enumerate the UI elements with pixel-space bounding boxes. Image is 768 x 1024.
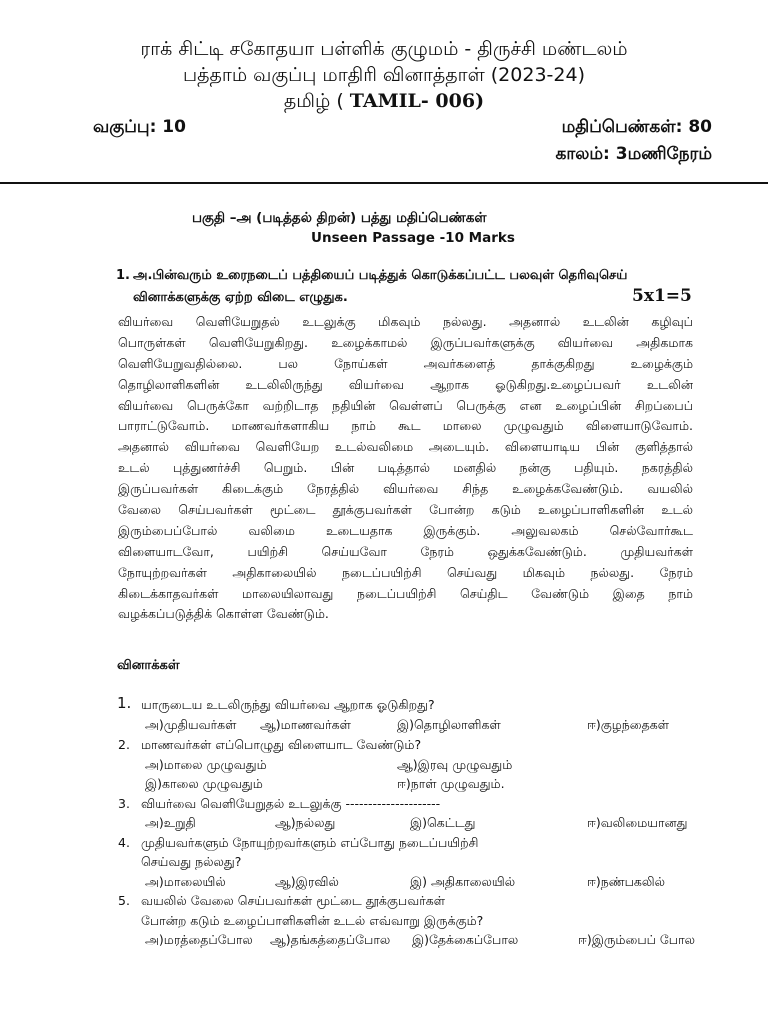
option-b: ஆ)மாணவர்கள்: [260, 717, 351, 732]
option-c: இ)காலை முழுவதும்: [145, 776, 263, 791]
question-text: வயலில் வேலை செய்பவர்கள் மூட்டை தூக்குபவர்கள்: [141, 893, 446, 908]
subject-title: [0, 90, 768, 115]
option-d: ஈ)நண்பகலில்: [587, 874, 666, 889]
school-group-title: ராக் சிட்டி சகோதயா பள்ளிக் குழுமம் - திருச்சி மண்டலம்: [140, 38, 628, 60]
option-b: ஆ)இரவு முழுவதும்: [397, 757, 513, 772]
question-text-cont: செய்வது நல்லது?: [141, 854, 242, 869]
option-a: அ)மாலையில்: [145, 874, 226, 889]
question-number: 4.: [118, 835, 130, 850]
passage-line: பாராட்டுவோம். மாணவர்களாகிய நாம் கூட மாலை முழுவதும் விளையாடுவோம்.: [118, 418, 693, 434]
header-divider: [0, 182, 768, 184]
option-b: ஆ)இரவில்: [275, 874, 339, 889]
question-number: 3.: [118, 796, 130, 811]
instruction-line-2: வினாக்களுக்கு ஏற்ற விடை எழுதுக.: [133, 290, 348, 305]
passage-line: உடல் புத்துணர்ச்சி பெறும். பின் படித்தால் மனதில் நன்கு பதியும். நகரத்தில்: [118, 460, 693, 476]
passage-line: கிடைக்காதவர்கள் மாலையிலாவது நடைப்பயிற்சி செய்திட வேண்டும் இதை நாம்: [118, 585, 693, 601]
subject-tamil: தமிழ் (: [283, 90, 350, 112]
option-c: இ)தேக்கைப்போல: [412, 932, 519, 947]
passage-line: விளையாடவோ, பயிற்சி செய்யவோ நேரம் ஒதுக்கவேண்டும். முதியவர்கள்: [118, 543, 693, 559]
option-d: ஈ)நாள் முழுவதும்.: [397, 776, 505, 791]
reading-passage: [118, 312, 693, 625]
question-text: மாணவர்கள் எப்பொழுது விளையாட வேண்டும்?: [141, 737, 422, 752]
section-subtitle: Unseen Passage -10 Marks: [311, 230, 515, 246]
passage-line: வியர்வை வெளியேறுதல் உடலுக்கு மிகவும் நல்லது. அதனால் உடலின் கழிவுப்: [118, 314, 693, 329]
option-a: அ)முதியவர்கள்: [145, 717, 237, 732]
passage-line: அதனால் வியர்வை வெளியேற உடல்வலிமை அடையும். விளையாடிய பின் குளித்தால்: [118, 439, 693, 455]
passage-line: இருப்பவர்கள் கிடைக்கும் நேரத்தில் வியர்வை சிந்த உழைக்கவேண்டும். வயலில்: [118, 481, 693, 497]
section-title: பகுதி –அ (படித்தல் திறன்) பத்து மதிப்பெண்கள்: [192, 210, 487, 226]
class-label: வகுப்பு: 10: [93, 117, 186, 137]
passage-line: வெளியேறுவதில்லை. பல நோய்கள் அவர்களைத் தாக்குகிறது உழைக்கும்: [118, 355, 693, 371]
option-a: அ)மாலை முழுவதும்: [145, 757, 267, 772]
questions-heading: வினாக்கள்: [117, 658, 180, 673]
question-number: 2.: [118, 737, 130, 752]
question-text: முதியவர்களும் நோயுற்றவர்களும் எப்போது நடைப்பயிற்சி: [141, 835, 479, 850]
option-c: இ)கெட்டது: [410, 815, 476, 830]
option-c: இ)தொழிலாளிகள்: [397, 717, 501, 732]
question-text: யாருடைய உடலிருந்து வியர்வை ஆறாக ஓடுகிறது?: [141, 697, 435, 712]
question-text-cont: போன்ற கடும் உழைப்பாளிகளின் உடல் எவ்வாறு இருக்கும்?: [141, 913, 484, 928]
question-number: 1.: [117, 694, 132, 712]
passage-line: வியர்வை பெருக்கோ வற்றிடாத நதியின் வெள்ளப் பெருக்கு என உழைப்பின் சிறப்பைப்: [118, 397, 693, 413]
passage-line: தொழிலாளிகளின் உடலிலிருந்து வியர்வை ஆறாக ஓடுகிறது.உழைப்பவர் உடலின்: [118, 376, 693, 392]
option-a: அ)உறுதி: [145, 815, 196, 830]
subject-code: TAMIL- 006): [349, 90, 485, 112]
passage-line: வழக்கப்படுத்திக் கொள்ள வேண்டும்.: [118, 606, 329, 622]
time-label: காலம்: 3மணிநேரம்: [555, 144, 712, 164]
option-a: அ)மரத்தைப்போல: [145, 932, 253, 947]
instruction-marks: 5x1=5: [632, 286, 692, 306]
option-d: ஈ)வலிமையானது: [587, 815, 688, 830]
passage-line: நோயுற்றவர்கள் அதிகாலையில் நடைப்பயிற்சி செய்வது மிகவும் நல்லது. நேரம்: [118, 564, 693, 580]
passage-line: வேலை செய்பவர்கள் மூட்டை தூக்குபவர்கள் போன்ற கடும் உழைப்பாளிகளின் உடல்: [118, 502, 693, 518]
instruction-number: 1.: [116, 268, 130, 283]
option-b: ஆ)தங்கத்தைப்போல: [270, 932, 391, 947]
question-number: 5.: [118, 893, 130, 908]
instruction-line-1: அ.பின்வரும் உரைநடைப் பத்தியைப் படித்துக் கொடுக்கப்பட்ட பலவுள் தெரிவுசெய்: [133, 268, 628, 283]
option-b: ஆ)நல்லது: [275, 815, 336, 830]
question-text: வியர்வை வெளியேறுதல் உடலுக்கு ---------------------: [141, 796, 441, 811]
option-d: ஈ)குழந்தைகள்: [587, 717, 670, 732]
option-d: ஈ)இரும்பைப் போல: [578, 932, 695, 947]
passage-line: பொருள்கள் வெளியேறுகிறது. உழைக்காமல் இருப்பவர்களுக்கு வியர்வை அதிகமாக: [118, 334, 693, 350]
exam-title: பத்தாம் வகுப்பு மாதிரி வினாத்தாள் (2023-24): [183, 64, 585, 86]
option-c: இ) அதிகாலையில்: [410, 874, 516, 889]
marks-label: மதிப்பெண்கள்: 80: [561, 117, 712, 137]
passage-line: இரும்பைப்போல் வலிமை உடையதாக இருக்கும். அலுவலகம் செல்வோர்கூட: [118, 522, 693, 538]
